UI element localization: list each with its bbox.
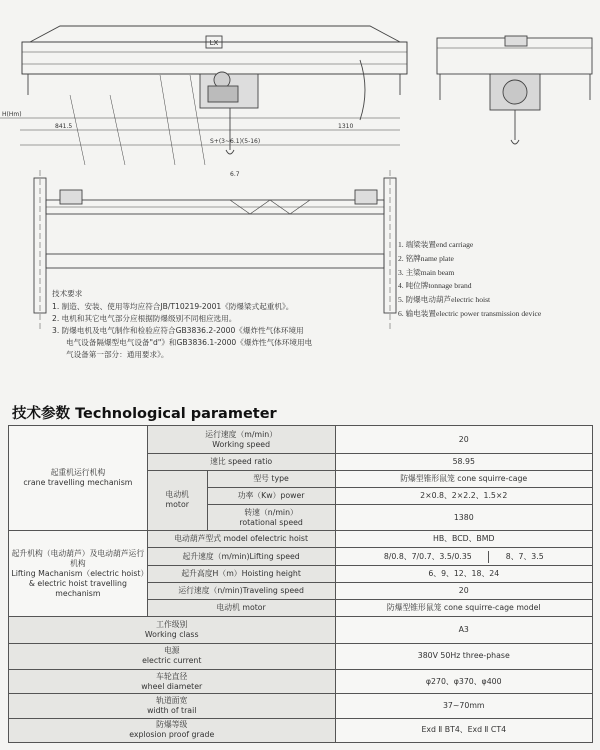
nameplate-label: LX — [209, 39, 219, 47]
legend-item: 1. 端梁装置end carriage — [398, 240, 474, 249]
hoisting-height-label: 起升高度H（m）Hoisting height — [147, 565, 335, 582]
legend-item: 2. 铭牌name plate — [398, 253, 454, 263]
explosion-grade-en: explosion proof grade — [129, 730, 215, 740]
motor-type-label: 型号 type — [207, 470, 335, 487]
requirement-line: 气设备第一部分：通用要求》。 — [66, 350, 169, 359]
working-speed-en: Working speed — [212, 439, 271, 449]
speed-ratio-label: 速比 speed ratio — [147, 454, 335, 470]
wheel-diameter-value: φ270、φ370、φ400 — [335, 669, 593, 693]
motor-power-value: 2×0.8、2×2.2、1.5×2 — [335, 487, 593, 504]
section-title-cn: 技术参数 — [12, 406, 70, 422]
parts-legend — [398, 238, 541, 321]
hoist-motor-label: 电动机 motor — [147, 600, 335, 617]
legend-item: 3. 主梁main beam — [398, 267, 455, 277]
hoist-motor-value: 防爆型锥形鼠笼 cone squirre-cage model — [335, 600, 593, 617]
requirement-line: 1. 制造、安装、使用等均应符合JB/T10219-2001《防爆梁式起重机》。 — [52, 302, 294, 311]
explosion-grade-cn: 防爆等级 — [156, 720, 188, 730]
requirements-title: 技术要求 — [52, 289, 83, 298]
rot-speed-cn: 转速（n/min） — [244, 507, 298, 517]
technical-requirements — [52, 288, 387, 361]
motor-cn: 电动机 — [165, 490, 189, 500]
hoisting-height-value: 6、9、12、18、24 — [335, 565, 593, 582]
lifting-group-cn: 起升机构（电动葫芦）及电动葫芦运行机构 — [11, 548, 145, 568]
section-title — [12, 402, 277, 423]
electric-current-value: 380V 50Hz three-phase — [335, 643, 593, 669]
parameter-table — [8, 425, 593, 743]
electric-current-en: electric current — [142, 656, 202, 666]
lifting-group-cell — [9, 531, 148, 617]
motor-group-cell — [147, 470, 207, 531]
motor-en: motor — [165, 500, 189, 510]
side-elevation — [437, 36, 592, 144]
requirement-line: 2. 电机和其它电气部分应根据防爆级别不同相应选用。 — [52, 314, 237, 323]
working-speed-cn: 运行速度（m/min） — [205, 429, 277, 439]
explosion-grade-label — [9, 718, 336, 742]
span-dim-label: S+(3~6.1)(5-16) — [210, 138, 261, 145]
lifting-speed-value-2: 8、7、3.5 — [505, 551, 544, 561]
working-class-en: Working class — [144, 629, 199, 639]
trail-width-cn: 轨道面宽 — [156, 695, 188, 705]
working-class-cn: 工作级别 — [156, 619, 188, 629]
rot-speed-label — [207, 504, 335, 530]
working-class-value: A3 — [335, 617, 593, 643]
callout-6-7: 6.7 — [230, 171, 240, 178]
legend-item: 5. 防爆电动葫芦electric hoist — [398, 295, 491, 305]
working-speed-value: 20 — [335, 426, 593, 454]
lifting-speed-value — [335, 548, 593, 565]
trail-width-en: width of trail — [147, 705, 197, 715]
requirement-line: 3. 防爆电机及电气制作和检验应符合GB3836.2-2000《爆炸性气体环境用 — [52, 326, 304, 335]
working-class-label — [9, 617, 336, 643]
traveling-speed-value: 20 — [335, 582, 593, 599]
legend-item: 6. 输电装置electric power transmission device — [398, 308, 542, 318]
rot-speed-en: rotational speed — [239, 517, 303, 527]
electric-current-cn: 电源 — [163, 646, 180, 656]
wheel-diameter-label — [9, 669, 336, 693]
hoist-model-label: 电动葫芦型式 model ofelectric hoist — [147, 531, 335, 548]
speed-ratio-value: 58.95 — [335, 454, 593, 470]
explosion-grade-value: Exd Ⅱ BT4、Exd Ⅱ CT4 — [335, 718, 593, 742]
lifting-speed-label: 起升速度（m/min)Lifting speed — [147, 548, 335, 565]
trail-width-label — [9, 694, 336, 718]
lifting-speed-value-1: 8/0.8、7/0.7、3.5/0.35 — [383, 551, 472, 561]
requirement-line: 电气设备隔爆型电气设备"d"》和GB3836.1-2000《爆炸性气体环境用电 — [66, 338, 313, 347]
traveling-speed-label: 运行速度（n/min)Traveling speed — [147, 582, 335, 599]
motor-type-value: 防爆型锥形鼠笼 cone squirre-cage — [335, 470, 593, 487]
trail-width-value: 37~70mm — [335, 694, 593, 718]
motor-power-label: 功率（Kw）power — [207, 487, 335, 504]
electric-current-label — [9, 643, 336, 669]
left-dim-label: 841.5 — [55, 123, 73, 130]
wheel-diameter-en: wheel diameter — [141, 681, 203, 691]
hoist-model-value: HB、BCD、BMD — [335, 531, 593, 548]
lifting-group-en: Lifting Machanism（electric hoist）& electric hoist travelling mechanism — [11, 568, 145, 598]
section-title-en: Technological parameter — [75, 406, 277, 422]
h-dim-label: H(Hm) — [2, 111, 22, 118]
front-elevation — [0, 26, 407, 165]
legend-item: 4. 吨位牌tonnage brand — [398, 281, 472, 291]
working-speed-label — [147, 426, 335, 454]
right-dim-label: 1310 — [338, 123, 354, 130]
rot-speed-value: 1380 — [335, 504, 593, 530]
crane-group-cell — [9, 426, 148, 531]
crane-group-cn: 起重机运行机构 — [50, 468, 106, 478]
crane-group-en: crane travelling mechanism — [23, 478, 133, 488]
wheel-diameter-cn: 车轮直径 — [156, 671, 188, 681]
